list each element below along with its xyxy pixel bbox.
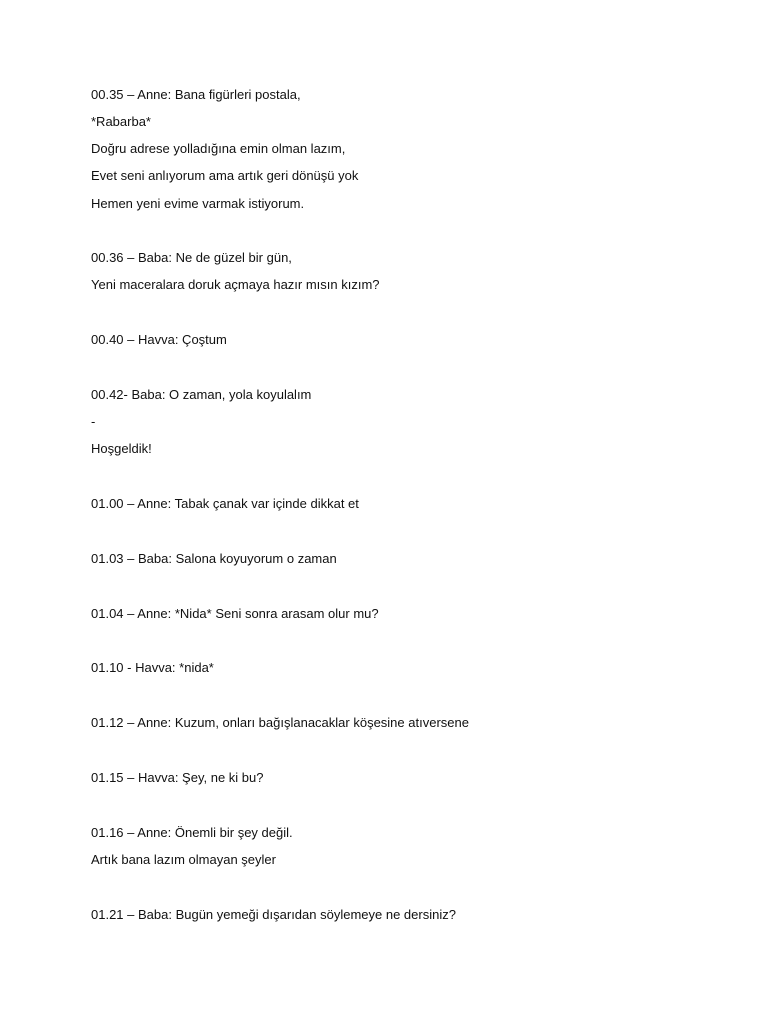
transcript-line: *Rabarba* bbox=[91, 114, 151, 129]
transcript-line: 01.04 – Anne: *Nida* Seni sonra arasam olur mu? bbox=[91, 606, 379, 621]
transcript-line: Evet seni anlıyorum ama artık geri dönüşü yok bbox=[91, 168, 359, 183]
transcript-line: - bbox=[91, 414, 96, 429]
transcript-line: Artık bana lazım olmayan şeyler bbox=[91, 852, 276, 867]
transcript-line: 01.12 – Anne: Kuzum, onları bağışlanacaklar köşesine atıversene bbox=[91, 715, 469, 730]
transcript-line: Hemen yeni evime varmak istiyorum. bbox=[91, 196, 305, 211]
transcript-line: 01.15 – Havva: Şey, ne ki bu? bbox=[91, 770, 264, 785]
transcript-line: 01.03 – Baba: Salona koyuyorum o zaman bbox=[91, 551, 337, 566]
transcript-line: 00.40 – Havva: Çoştum bbox=[91, 332, 227, 347]
transcript-line: 01.00 – Anne: Tabak çanak var içinde dikkat et bbox=[91, 496, 359, 511]
transcript-line: 00.36 – Baba: Ne de güzel bir gün, bbox=[91, 250, 292, 265]
transcript-line: Hoşgeldik! bbox=[91, 441, 152, 456]
transcript-line: 01.16 – Anne: Önemli bir şey değil. bbox=[91, 825, 293, 840]
transcript-line: 00.35 – Anne: Bana figürleri postala, bbox=[91, 87, 301, 102]
transcript-line: 00.42- Baba: O zaman, yola koyulalım bbox=[91, 387, 312, 402]
transcript-line: Doğru adrese yolladığına emin olman lazım, bbox=[91, 141, 346, 156]
transcript-line: 01.10 - Havva: *nida* bbox=[91, 660, 214, 675]
transcript-line: 01.21 – Baba: Bugün yemeği dışarıdan söylemeye ne dersiniz? bbox=[91, 907, 456, 922]
transcript-line: Yeni maceralara doruk açmaya hazır mısın kızım? bbox=[91, 277, 380, 292]
